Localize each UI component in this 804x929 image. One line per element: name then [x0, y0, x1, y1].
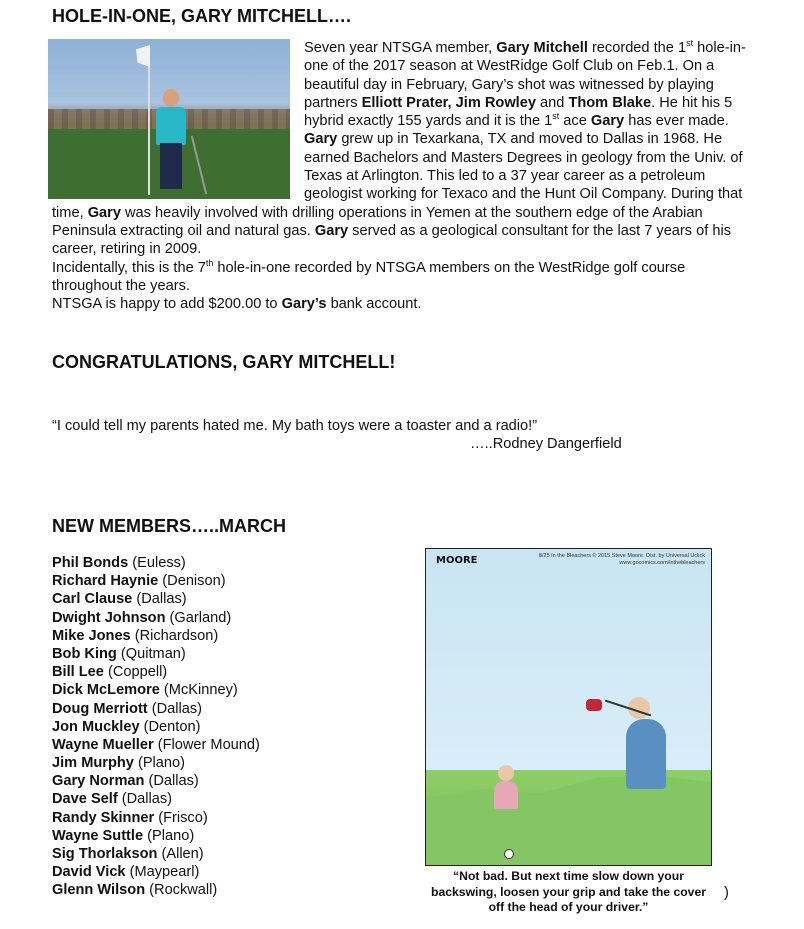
- quote-text: “I could tell my parents hated me. My bath toys were a toaster and a radio!”: [52, 418, 538, 434]
- member-city: (Plano): [133, 755, 186, 772]
- member-city: (Euless): [128, 555, 186, 571]
- comic-signature: MOORE: [436, 555, 478, 566]
- member-city: (Plano): [143, 827, 195, 844]
- member-name: Doug Merriott: [52, 700, 148, 717]
- member-name: Gary Norman: [52, 773, 145, 790]
- quote-attribution: …..Rodney Dangerfield: [470, 436, 622, 452]
- member-item: [52, 663, 260, 681]
- golfer-photo: [48, 39, 290, 199]
- member-name: Wayne Mueller: [52, 736, 154, 753]
- member-city: (Rockwall): [145, 882, 218, 899]
- member-name: David Vick: [52, 864, 126, 881]
- member-item: [52, 754, 260, 772]
- member-city: (Garland): [165, 609, 232, 626]
- new-members-heading: NEW MEMBERS…..MARCH: [52, 516, 286, 536]
- member-item: [52, 572, 260, 590]
- member-city: (Dallas): [144, 773, 199, 790]
- new-members-list: [52, 554, 260, 900]
- congratulations-heading: CONGRATULATIONS, GARY MITCHELL!: [52, 352, 396, 372]
- member-city: (Frisco): [154, 809, 208, 826]
- member-name: Richard Haynie: [52, 573, 159, 590]
- member-city: (Maypearl): [125, 864, 200, 881]
- member-name: Randy Skinner: [52, 809, 155, 826]
- comic-credit: 8/25 In the Bleachers © 2015 Steve Moore. Dist. by Universal Uclick www.gocomics.com/inthebleachers: [538, 553, 705, 566]
- paragraph-3: Incidentally, this is the 7th hole-in-one recorded by NTSGA members on the WestRidge golf course throughout the years.: [52, 257, 686, 294]
- comic-strip: [425, 548, 712, 866]
- member-city: (Allen): [157, 846, 204, 862]
- member-name: Bob King: [52, 645, 117, 662]
- trailing-parenthesis: ): [724, 885, 729, 901]
- member-item: [52, 881, 260, 899]
- member-city: (Dallas): [117, 791, 173, 808]
- member-item: [52, 554, 260, 572]
- member-item: [52, 790, 260, 808]
- member-city: (Coppell): [103, 664, 168, 681]
- member-item: [52, 700, 260, 718]
- member-item: [52, 845, 260, 863]
- member-name: Glenn Wilson: [52, 882, 146, 899]
- member-item: [52, 809, 260, 827]
- comic-caption: “Not bad. But next time slow down your backswing, loosen your grip and take the cover off the head of your driver.”: [431, 869, 706, 914]
- member-city: (McKinney): [159, 682, 238, 699]
- paragraph-1: Seven year NTSGA member, Gary Mitchell recorded the 1st hole-in-one of the 2017 season at WestRidge Golf Club on Feb.1. On a beautiful day in February, Gary’s shot was witnessed by playing partners Elliott Prater, Jim Rowley and Thom Blake. He hit his 5 hybrid exactly 155 yards and it is the 1st ace Gary has ever made.: [304, 38, 746, 130]
- member-city: (Richardson): [130, 627, 219, 644]
- member-item: [52, 827, 260, 845]
- member-name: Sig Thorlakson: [52, 846, 158, 862]
- member-name: Mike Jones: [52, 627, 131, 644]
- member-item: [52, 681, 260, 699]
- paragraph-2: Gary grew up in Texarkana, TX and moved to Dallas in 1968. He earned Bachelors and Masters Degrees in geology from the Univ. of Texas at Arlington. This led to a 37 year career as a petroleum geologist working for Texaco and the Hunt Oil Company. During that time, Gary was heavily involved with drilling operations in Yemen at the southern edge of the Arabian Peninsula extracting oil and natural gas. Gary served as a geological consultant for the last 7 years of his career, retiring in 2009.: [52, 131, 743, 258]
- paragraph-4: NTSGA is happy to add $200.00 to Gary’s bank account.: [52, 296, 422, 313]
- member-name: Dick McLemore: [52, 682, 160, 699]
- member-name: Bill Lee: [52, 664, 104, 681]
- member-name: Wayne Suttle: [52, 827, 144, 844]
- member-city: (Dallas): [147, 700, 202, 717]
- member-name: Phil Bonds: [52, 555, 129, 571]
- member-city: (Quitman): [116, 645, 186, 662]
- member-item: [52, 772, 260, 790]
- member-item: [52, 718, 260, 736]
- member-city: (Denison): [158, 573, 226, 590]
- member-name: Jim Murphy: [52, 755, 134, 772]
- member-city: (Flower Mound): [153, 736, 260, 753]
- member-name: Dwight Johnson: [52, 609, 166, 626]
- member-item: [52, 736, 260, 754]
- member-item: [52, 609, 260, 627]
- member-item: [52, 645, 260, 663]
- member-item: [52, 863, 260, 881]
- article-body: [52, 39, 758, 313]
- headline: HOLE-IN-ONE, GARY MITCHELL….: [52, 6, 351, 26]
- member-name: Jon Muckley: [52, 718, 140, 735]
- member-item: [52, 590, 260, 608]
- member-name: Dave Self: [52, 791, 118, 808]
- member-city: (Denton): [139, 718, 201, 735]
- member-item: [52, 627, 260, 645]
- member-city: (Dallas): [132, 591, 187, 608]
- member-name: Carl Clause: [52, 591, 133, 608]
